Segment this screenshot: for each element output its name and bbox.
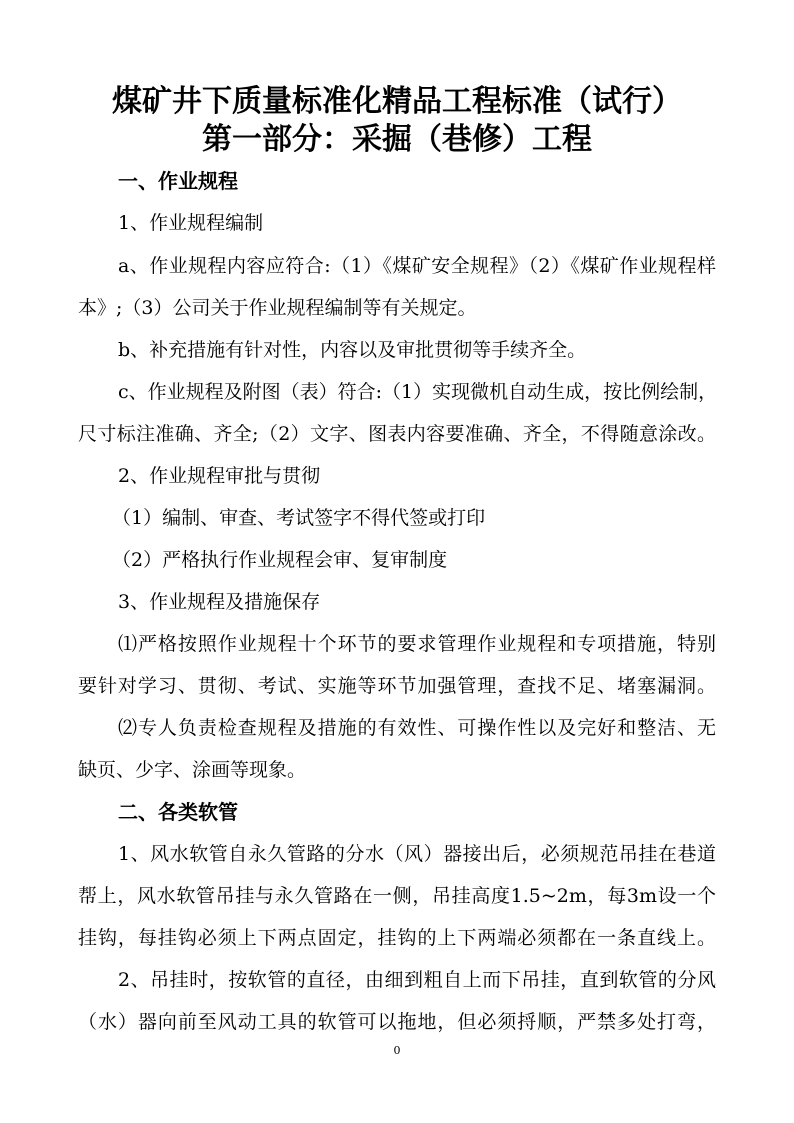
list-item: （1）编制、审查、考试签字不得代签或打印 bbox=[112, 507, 486, 529]
document-subtitle: 第一部分：采掘（巷修）工程 bbox=[202, 122, 592, 157]
paragraph-line: ⑴严格按照作业规程十个环节的要求管理作业规程和专项措施，特别 bbox=[118, 633, 716, 655]
paragraph-line: 尺寸标注准确、齐全;（2）文字、图表内容要准确、齐全，不得随意涂改。 bbox=[78, 423, 716, 445]
paragraph-line: 缺页、少字、涂画等现象。 bbox=[78, 759, 307, 781]
section-heading-hoses: 二、各类软管 bbox=[118, 800, 238, 824]
list-item: （2）严格执行作业规程会审、复审制度 bbox=[112, 549, 448, 571]
paragraph-line: 2、吊挂时，按软管的直径，由细到粗自上而下吊挂，直到软管的分风 bbox=[118, 969, 716, 991]
paragraph-line: 帮上，风水软管吊挂与永久管路在一侧，吊挂高度1.5~2m，每3m设一个 bbox=[78, 885, 716, 907]
list-item: 3、作业规程及措施保存 bbox=[118, 591, 321, 613]
paragraph-line: 1、风水软管自永久管路的分水（风）器接出后，必须规范吊挂在巷道 bbox=[118, 843, 716, 865]
section-heading-operating-rules: 一、作业规程 bbox=[118, 169, 238, 193]
paragraph-line: b、补充措施有针对性，内容以及审批贯彻等手续齐全。 bbox=[118, 339, 587, 361]
list-item: 2、作业规程审批与贯彻 bbox=[118, 465, 321, 487]
paragraph-line: （水）器向前至风动工具的软管可以拖地，但必须捋顺，严禁多处打弯， bbox=[78, 1011, 716, 1033]
paragraph-line: ⑵专人负责检查规程及措施的有效性、可操作性以及完好和整洁、无 bbox=[118, 717, 716, 739]
list-item: 1、作业规程编制 bbox=[118, 212, 264, 234]
paragraph-line: 要针对学习、贯彻、考试、实施等环节加强管理，查找不足、堵塞漏洞。 bbox=[78, 675, 716, 697]
paragraph-line: 挂钩，每挂钩必须上下两点固定，挂钩的上下两端必须都在一条直线上。 bbox=[78, 927, 716, 949]
paragraph-line: 本》;（3）公司关于作业规程编制等有关规定。 bbox=[78, 297, 477, 319]
document-title: 煤矿井下质量标准化精品工程标准（试行） bbox=[112, 84, 682, 119]
paragraph-line: c、作业规程及附图（表）符合:（1）实现微机自动生成，按比例绘制， bbox=[118, 381, 718, 403]
paragraph-line: a、作业规程内容应符合:（1）《煤矿安全规程》（2）《煤矿作业规程样 bbox=[118, 255, 716, 277]
page-number: 0 bbox=[393, 1044, 401, 1057]
